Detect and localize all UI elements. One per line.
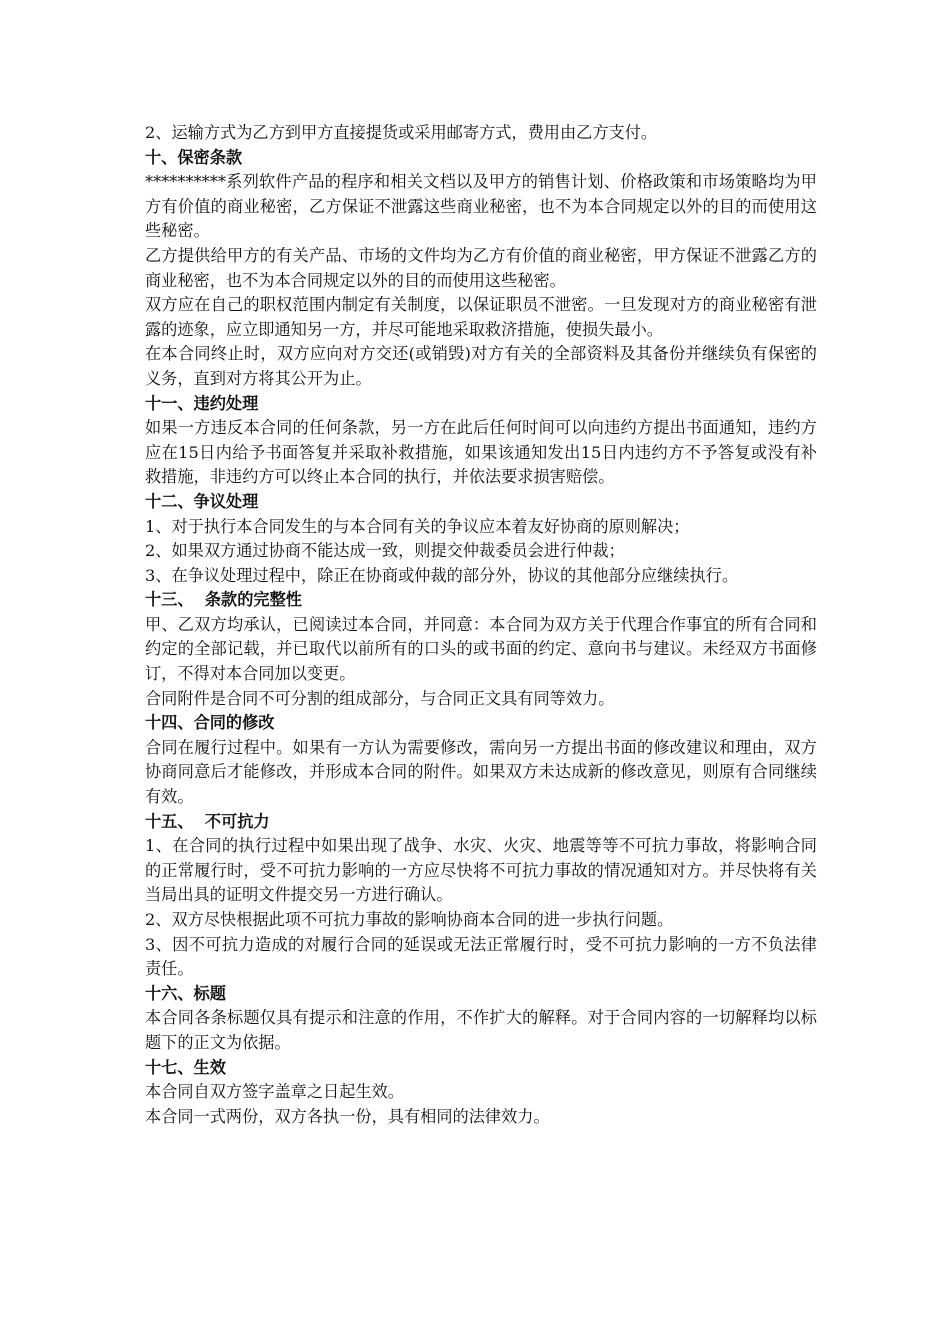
heading-breach: 十一、违约处理 [145,393,259,413]
confidentiality-para-1: **********系列软件产品的程序和相关文档以及甲方的销售计划、价格政策和市场策略均为甲方有价值的商业秘密，乙方保证不泄露这些商业秘密，也不为本合同规定以外的目的而使用这些秘密。 [145,172,817,241]
confidentiality-para-3: 双方应在自己的职权范围内制定有关制度，以保证职员不泄密。一旦发现对方的商业秘密有泄露的迹象，应立即通知另一方，并尽可能地采取救济措施，使损失最小。 [145,295,817,339]
dispute-clause-1: 1、对于执行本合同发生的与本合同有关的争议应本着友好协商的原则解决； [145,516,690,536]
dispute-clause-3: 3、在争议处理过程中，除正在协商或仲裁的部分外，协议的其他部分应继续执行。 [145,565,739,585]
heading-integrity: 十三、 条款的完整性 [145,590,302,610]
heading-titles: 十六、标题 [145,983,226,1003]
force-majeure-clause-1: 1、在合同的执行过程中如果出现了战争、水灾、火灾、地震等等不可抗力事故，将影响合同的正常履行时，受不可抗力影响的一方应尽快将不可抗力事故的情况通知对方。并尽快将有关当局出具的证明文件提交另一方进行确认。 [145,836,817,905]
document-page [145,121,817,1129]
titles-para-1: 本合同各条标题仅具有提示和注意的作用，不作扩大的解释。对于合同内容的一切解释均以标题下的正文为依据。 [145,1008,817,1052]
transport-clause-2: 2、运输方式为乙方到甲方直接提货或采用邮寄方式，费用由乙方支付。 [145,123,658,142]
effectiveness-para-1: 本合同自双方签字盖章之日起生效。 [145,1082,404,1102]
confidentiality-para-2: 乙方提供给甲方的有关产品、市场的文件均为乙方有价值的商业秘密，甲方保证不泄露乙方的商业秘密，也不为本合同规定以外的目的而使用这些秘密。 [145,245,817,290]
heading-dispute: 十二、争议处理 [145,491,259,511]
breach-para-1: 如果一方违反本合同的任何条款，另一方在此后任何时间可以向违约方提出书面通知，违约方应在15日内给予书面答复并采取补救措施，如果该通知发出15日内违约方不予答复或没有补救措施，非违约方可以终止本合同的执行，并依法要求损害赔偿。 [145,418,817,487]
force-majeure-clause-3: 3、因不可抗力造成的对履行合同的延误或无法正常履行时，受不可抗力影响的一方不负法律责任。 [145,934,817,979]
effectiveness-para-2: 本合同一式两份，双方各执一份，具有相同的法律效力。 [145,1106,550,1126]
heading-confidentiality: 十、保密条款 [145,147,243,167]
integrity-para-1: 甲、乙双方均承认，已阅读过本合同，并同意：本合同为双方关于代理合作事宜的所有合同和约定的全部记载，并已取代以前所有的口头的或书面的约定、意向书与建议。未经双方书面修订，不得对本合同加以变更。 [145,614,817,684]
heading-effectiveness: 十七、生效 [145,1057,226,1077]
amendment-para-1: 合同在履行过程中。如果有一方认为需要修改，需向另一方提出书面的修改建议和理由，双方协商同意后才能修改，并形成本合同的附件。如果双方未达成新的修改意见，则原有合同继续有效。 [145,737,817,807]
heading-force-majeure: 十五、 不可抗力 [145,811,270,831]
heading-amendment: 十四、合同的修改 [145,713,275,733]
integrity-para-2: 合同附件是合同不可分割的组成部分，与合同正文具有同等效力。 [145,688,615,708]
dispute-clause-2: 2、如果双方通过协商不能达成一致，则提交仲裁委员会进行仲裁； [145,541,625,561]
confidentiality-para-4: 在本合同终止时，双方应向对方交还(或销毁)对方有关的全部资料及其备份并继续负有保密的义务，直到对方将其公开为止。 [145,344,817,388]
force-majeure-clause-2: 2、双方尽快根据此项不可抗力事故的影响协商本合同的进一步执行问题。 [145,910,674,929]
